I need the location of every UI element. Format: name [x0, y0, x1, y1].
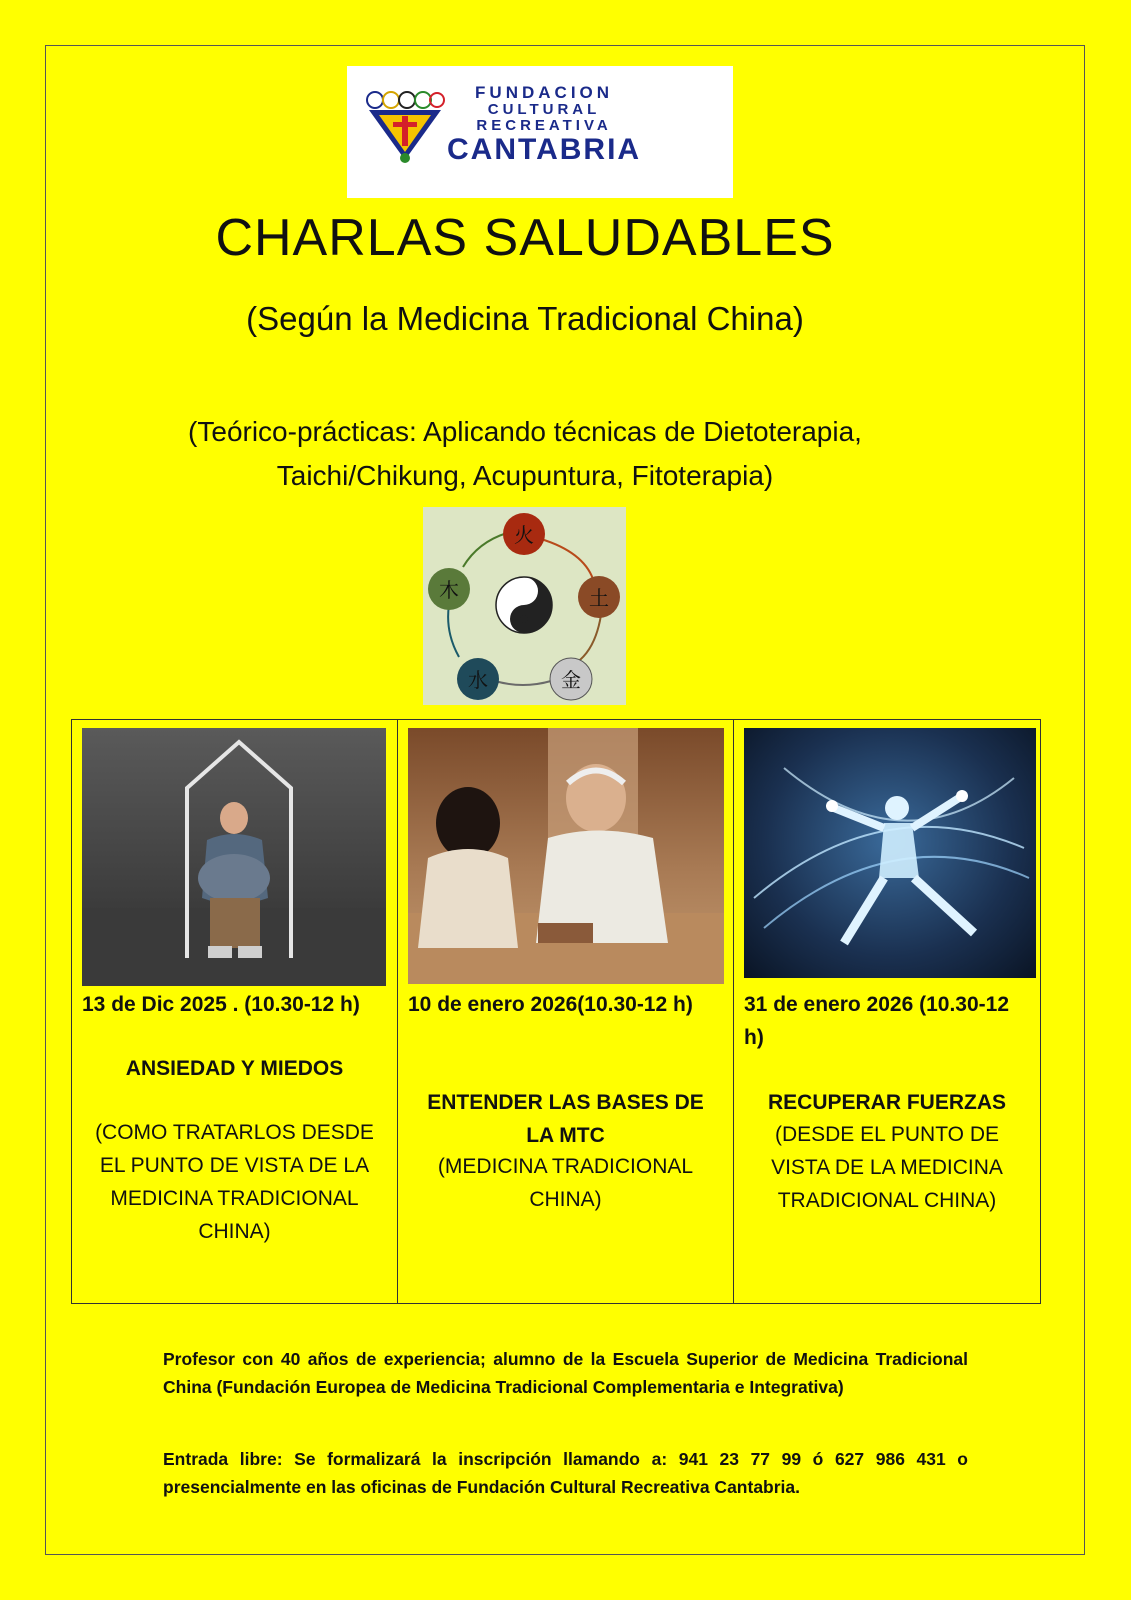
talk-3-topic: RECUPERAR FUERZAS	[767, 1091, 1006, 1114]
talk-3-date: 31 de enero 2026 (10.30-12 h)	[744, 993, 1010, 1049]
talk-1-topic: ANSIEDAD Y MIEDOS	[125, 1057, 344, 1080]
talk-card-1	[72, 720, 398, 1303]
description-line-1: (Teórico-prácticas: Aplicando técnicas de Dietoterapia,	[188, 416, 862, 447]
water-glyph: 水	[468, 668, 488, 692]
logo-line-4: CANTABRIA	[447, 133, 642, 166]
yin-yang-icon	[496, 577, 552, 633]
logo-line-2: CULTURAL	[487, 101, 601, 118]
talk-2-date: 10 de enero 2026(10.30-12 h)	[408, 993, 693, 1016]
consultation-photo	[408, 728, 724, 984]
techniques-description	[0, 410, 1050, 498]
page-title: CHARLAS SALUDABLES	[215, 209, 835, 267]
page-subtitle: (Según la Medicina Tradicional China)	[246, 300, 804, 337]
talk-2-topic: ENTENDER LAS BASES DE LA MTC	[427, 1091, 704, 1147]
talk-card-2	[398, 720, 734, 1303]
entry-info: Entrada libre: Se formalizará la inscripción llamando a: 941 23 77 99 ó 627 986 431 o presencialmente en las oficinas de Fundación Cultural Recreativa Cantabria.	[163, 1449, 968, 1497]
foundation-emblem-icon	[365, 88, 445, 168]
logo-line-3: RECREATIVA	[476, 117, 612, 134]
fire-glyph: 火	[514, 523, 534, 547]
wood-glyph: 木	[439, 578, 459, 602]
teacher-info: Profesor con 40 años de experiencia; alumno de la Escuela Superior de Medicina Tradicional China (Fundación Europea de Medicina Tradicional Complementaria e Integrativa)	[163, 1349, 968, 1397]
description-line-2: Taichi/Chikung, Acupuntura, Fitoterapia)	[276, 460, 774, 491]
talk-1-date: 13 de Dic 2025 . (10.30-12 h)	[82, 993, 360, 1016]
talks-table	[71, 719, 1041, 1304]
five-elements-image	[423, 507, 626, 705]
talk-3-description: (DESDE EL PUNTO DE VISTA DE LA MEDICINA TRADICIONAL CHINA)	[771, 1123, 1003, 1212]
talk-2-description: (MEDICINA TRADICIONAL CHINA)	[437, 1155, 694, 1211]
anxiety-photo	[82, 728, 386, 986]
talk-1-description: (COMO TRATARLOS DESDE EL PUNTO DE VISTA DE LA MEDICINA TRADICIONAL CHINA)	[95, 1121, 374, 1243]
logo-line-1: FUNDACION	[475, 83, 614, 102]
earth-glyph: 土	[589, 586, 609, 610]
taichi-photo	[744, 728, 1036, 978]
talk-card-3	[734, 720, 1040, 1303]
metal-glyph: 金	[561, 668, 581, 692]
foundation-logo	[347, 66, 733, 198]
